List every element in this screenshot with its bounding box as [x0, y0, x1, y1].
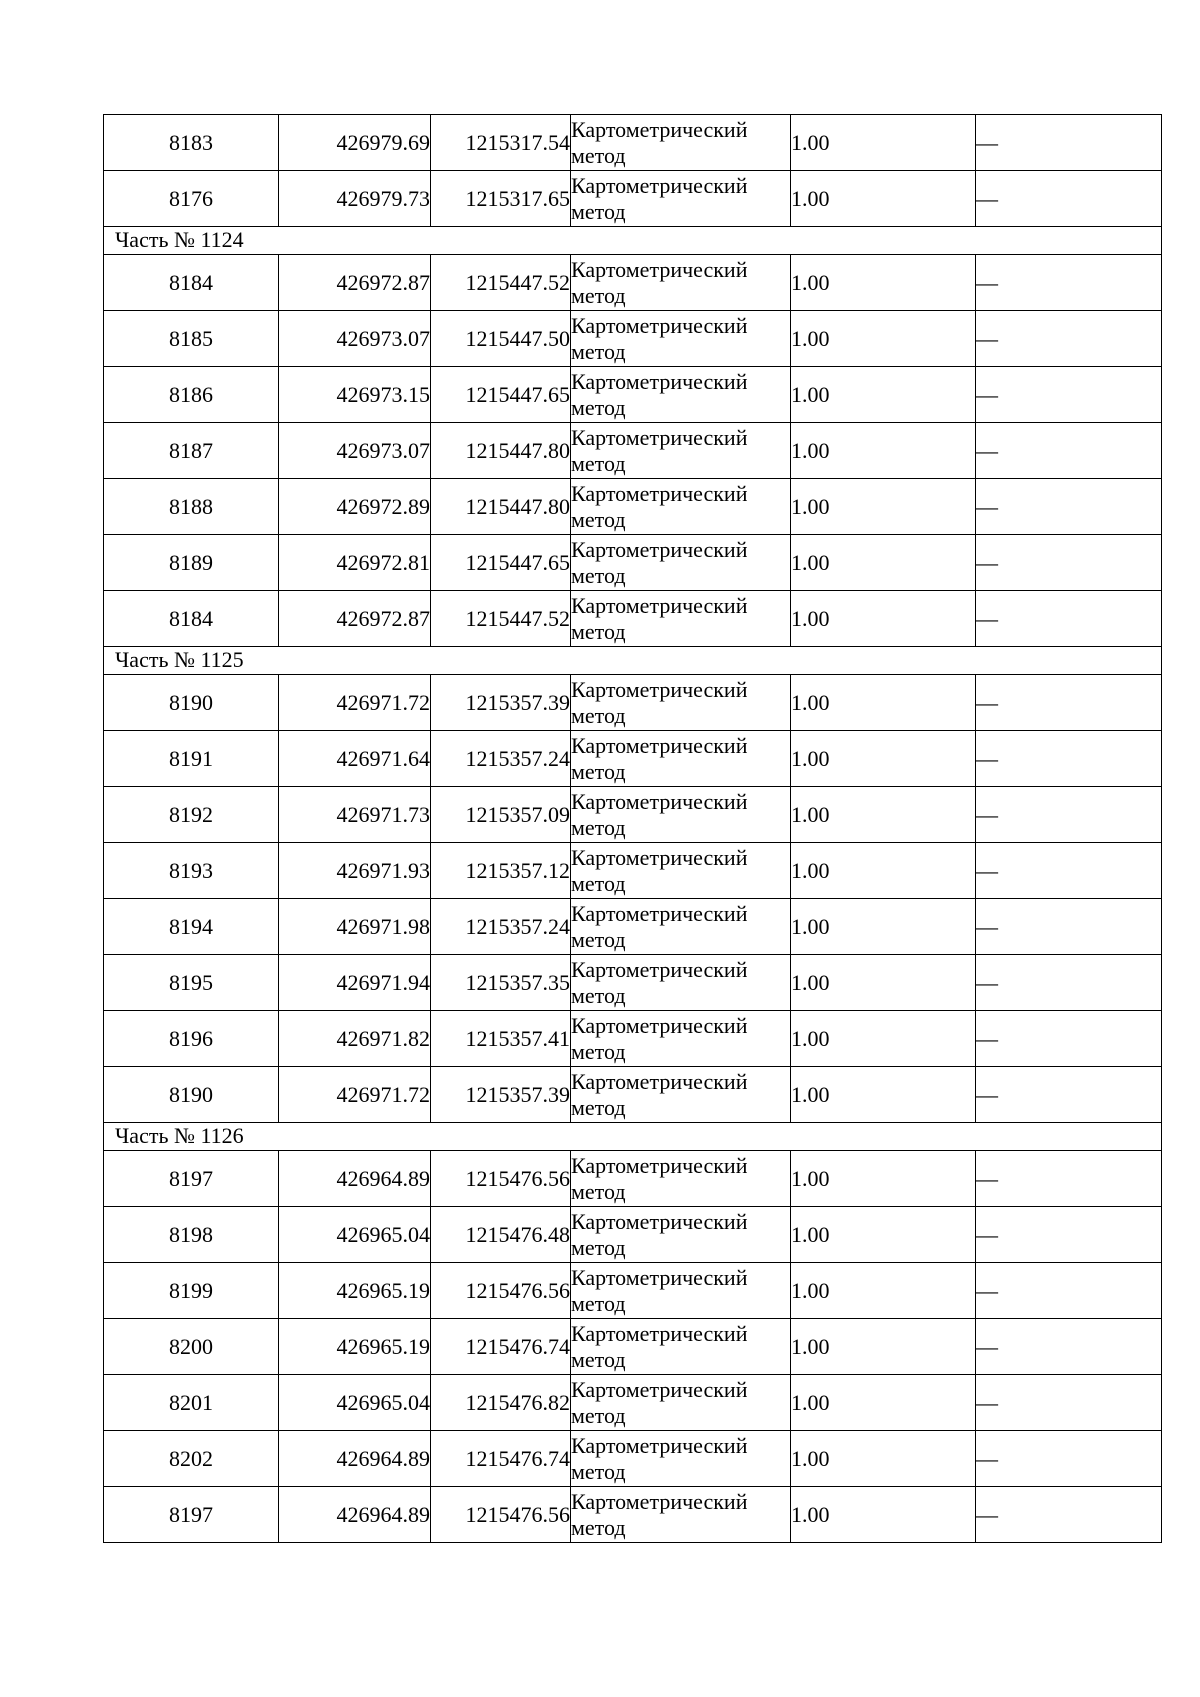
accuracy-cell: 1.00 [791, 535, 976, 591]
y-coordinate-cell: 1215357.39 [431, 1067, 571, 1123]
method-line-2: метод [571, 1094, 626, 1120]
method-line-2: метод [571, 1458, 626, 1484]
method-line-1: Картометрический [571, 369, 748, 395]
point-number-cell: 8185 [104, 311, 279, 367]
method-cell [571, 115, 791, 171]
y-coordinate-cell: 1215357.24 [431, 899, 571, 955]
point-number-cell: 8183 [104, 115, 279, 171]
table-row [104, 255, 1162, 311]
table-row [104, 1319, 1162, 1375]
table-row [104, 1207, 1162, 1263]
method-line-2: метод [571, 758, 626, 784]
table-row [104, 1067, 1162, 1123]
x-coordinate-cell: 426979.69 [279, 115, 431, 171]
accuracy-cell: 1.00 [791, 1011, 976, 1067]
description-cell: — [976, 1487, 1162, 1543]
y-coordinate-cell: 1215357.39 [431, 675, 571, 731]
method-line-2: метод [571, 450, 626, 476]
accuracy-cell: 1.00 [791, 1319, 976, 1375]
method-line-1: Картометрический [571, 733, 748, 759]
method-line-2: метод [571, 282, 626, 308]
method-cell [571, 591, 791, 647]
method-cell [571, 479, 791, 535]
method-line-2: метод [571, 618, 626, 644]
point-number-cell: 8195 [104, 955, 279, 1011]
point-number-cell: 8190 [104, 1067, 279, 1123]
point-number-cell: 8189 [104, 535, 279, 591]
table-row [104, 1431, 1162, 1487]
accuracy-cell: 1.00 [791, 591, 976, 647]
accuracy-cell: 1.00 [791, 899, 976, 955]
section-header-row [104, 227, 1162, 255]
accuracy-cell: 1.00 [791, 731, 976, 787]
method-cell [571, 1487, 791, 1543]
method-cell [571, 1319, 791, 1375]
method-line-2: метод [571, 1234, 626, 1260]
method-line-2: метод [571, 926, 626, 952]
accuracy-cell: 1.00 [791, 1487, 976, 1543]
method-cell [571, 787, 791, 843]
point-number-cell: 8197 [104, 1151, 279, 1207]
method-line-1: Картометрический [571, 789, 748, 815]
method-line-2: метод [571, 982, 626, 1008]
x-coordinate-cell: 426965.19 [279, 1263, 431, 1319]
table-row [104, 479, 1162, 535]
method-cell [571, 899, 791, 955]
method-cell [571, 255, 791, 311]
table-row [104, 115, 1162, 171]
method-line-1: Картометрический [571, 845, 748, 871]
accuracy-cell: 1.00 [791, 1067, 976, 1123]
y-coordinate-cell: 1215447.80 [431, 423, 571, 479]
method-line-1: Картометрический [571, 1069, 748, 1095]
method-cell [571, 1067, 791, 1123]
description-cell: — [976, 535, 1162, 591]
table-row [104, 787, 1162, 843]
description-cell: — [976, 1151, 1162, 1207]
method-cell [571, 423, 791, 479]
method-line-1: Картометрический [571, 1377, 748, 1403]
y-coordinate-cell: 1215476.74 [431, 1319, 571, 1375]
table-row [104, 1375, 1162, 1431]
accuracy-cell: 1.00 [791, 115, 976, 171]
method-line-1: Картометрический [571, 901, 748, 927]
y-coordinate-cell: 1215476.56 [431, 1263, 571, 1319]
x-coordinate-cell: 426973.07 [279, 423, 431, 479]
description-cell: — [976, 115, 1162, 171]
x-coordinate-cell: 426973.15 [279, 367, 431, 423]
point-number-cell: 8194 [104, 899, 279, 955]
description-cell: — [976, 675, 1162, 731]
method-line-1: Картометрический [571, 593, 748, 619]
x-coordinate-cell: 426972.87 [279, 255, 431, 311]
x-coordinate-cell: 426972.81 [279, 535, 431, 591]
section-label: Часть № 1125 [104, 647, 1162, 675]
method-cell [571, 1431, 791, 1487]
x-coordinate-cell: 426971.98 [279, 899, 431, 955]
method-line-1: Картометрический [571, 957, 748, 983]
method-line-2: метод [571, 870, 626, 896]
y-coordinate-cell: 1215447.80 [431, 479, 571, 535]
method-line-1: Картометрический [571, 1321, 748, 1347]
method-line-2: метод [571, 338, 626, 364]
table-row [104, 1487, 1162, 1543]
description-cell: — [976, 171, 1162, 227]
x-coordinate-cell: 426971.73 [279, 787, 431, 843]
method-line-1: Картометрический [571, 1013, 748, 1039]
section-header-row [104, 647, 1162, 675]
accuracy-cell: 1.00 [791, 675, 976, 731]
method-cell [571, 367, 791, 423]
method-cell [571, 1011, 791, 1067]
point-number-cell: 8188 [104, 479, 279, 535]
description-cell: — [976, 1207, 1162, 1263]
method-cell [571, 311, 791, 367]
description-cell: — [976, 1011, 1162, 1067]
description-cell: — [976, 955, 1162, 1011]
y-coordinate-cell: 1215447.50 [431, 311, 571, 367]
table-row [104, 899, 1162, 955]
method-line-2: метод [571, 1290, 626, 1316]
table-row [104, 591, 1162, 647]
y-coordinate-cell: 1215476.74 [431, 1431, 571, 1487]
x-coordinate-cell: 426971.94 [279, 955, 431, 1011]
method-line-1: Картометрический [571, 1209, 748, 1235]
x-coordinate-cell: 426965.04 [279, 1207, 431, 1263]
method-line-2: метод [571, 198, 626, 224]
table-row [104, 423, 1162, 479]
x-coordinate-cell: 426971.82 [279, 1011, 431, 1067]
table-row [104, 367, 1162, 423]
point-number-cell: 8199 [104, 1263, 279, 1319]
y-coordinate-cell: 1215447.52 [431, 591, 571, 647]
table-row [104, 955, 1162, 1011]
point-number-cell: 8198 [104, 1207, 279, 1263]
description-cell: — [976, 1263, 1162, 1319]
x-coordinate-cell: 426964.89 [279, 1431, 431, 1487]
x-coordinate-cell: 426971.64 [279, 731, 431, 787]
x-coordinate-cell: 426979.73 [279, 171, 431, 227]
point-number-cell: 8200 [104, 1319, 279, 1375]
y-coordinate-cell: 1215447.65 [431, 535, 571, 591]
accuracy-cell: 1.00 [791, 1207, 976, 1263]
point-number-cell: 8201 [104, 1375, 279, 1431]
x-coordinate-cell: 426972.89 [279, 479, 431, 535]
y-coordinate-cell: 1215357.09 [431, 787, 571, 843]
method-line-1: Картометрический [571, 313, 748, 339]
coordinates-table-body [104, 115, 1162, 1543]
method-line-2: метод [571, 394, 626, 420]
description-cell: — [976, 731, 1162, 787]
point-number-cell: 8187 [104, 423, 279, 479]
y-coordinate-cell: 1215357.35 [431, 955, 571, 1011]
point-number-cell: 8184 [104, 255, 279, 311]
description-cell: — [976, 479, 1162, 535]
point-number-cell: 8186 [104, 367, 279, 423]
table-row [104, 311, 1162, 367]
y-coordinate-cell: 1215476.48 [431, 1207, 571, 1263]
method-line-2: метод [571, 1514, 626, 1540]
table-row [104, 1011, 1162, 1067]
coordinates-table [103, 114, 1162, 1543]
method-line-2: метод [571, 506, 626, 532]
y-coordinate-cell: 1215357.12 [431, 843, 571, 899]
point-number-cell: 8197 [104, 1487, 279, 1543]
point-number-cell: 8191 [104, 731, 279, 787]
accuracy-cell: 1.00 [791, 843, 976, 899]
table-row [104, 1263, 1162, 1319]
x-coordinate-cell: 426972.87 [279, 591, 431, 647]
description-cell: — [976, 1375, 1162, 1431]
x-coordinate-cell: 426965.04 [279, 1375, 431, 1431]
method-cell [571, 1375, 791, 1431]
x-coordinate-cell: 426964.89 [279, 1487, 431, 1543]
method-cell [571, 731, 791, 787]
y-coordinate-cell: 1215476.56 [431, 1151, 571, 1207]
section-label: Часть № 1126 [104, 1123, 1162, 1151]
method-line-2: метод [571, 1346, 626, 1372]
method-line-1: Картометрический [571, 1265, 748, 1291]
description-cell: — [976, 255, 1162, 311]
y-coordinate-cell: 1215357.41 [431, 1011, 571, 1067]
table-row [104, 1151, 1162, 1207]
accuracy-cell: 1.00 [791, 955, 976, 1011]
method-line-1: Картометрический [571, 1153, 748, 1179]
accuracy-cell: 1.00 [791, 171, 976, 227]
description-cell: — [976, 591, 1162, 647]
description-cell: — [976, 787, 1162, 843]
description-cell: — [976, 423, 1162, 479]
method-line-1: Картометрический [571, 257, 748, 283]
method-line-1: Картометрический [571, 117, 748, 143]
method-cell [571, 1207, 791, 1263]
accuracy-cell: 1.00 [791, 1151, 976, 1207]
x-coordinate-cell: 426971.72 [279, 1067, 431, 1123]
accuracy-cell: 1.00 [791, 367, 976, 423]
method-cell [571, 171, 791, 227]
accuracy-cell: 1.00 [791, 1375, 976, 1431]
point-number-cell: 8196 [104, 1011, 279, 1067]
method-cell [571, 955, 791, 1011]
table-row [104, 731, 1162, 787]
accuracy-cell: 1.00 [791, 423, 976, 479]
method-line-1: Картометрический [571, 1489, 748, 1515]
description-cell: — [976, 843, 1162, 899]
method-line-1: Картометрический [571, 677, 748, 703]
accuracy-cell: 1.00 [791, 479, 976, 535]
y-coordinate-cell: 1215317.54 [431, 115, 571, 171]
table-row [104, 535, 1162, 591]
point-number-cell: 8176 [104, 171, 279, 227]
point-number-cell: 8192 [104, 787, 279, 843]
method-line-1: Картометрический [571, 537, 748, 563]
method-line-1: Картометрический [571, 425, 748, 451]
accuracy-cell: 1.00 [791, 1431, 976, 1487]
method-line-1: Картометрический [571, 481, 748, 507]
method-cell [571, 535, 791, 591]
method-line-2: метод [571, 1178, 626, 1204]
method-cell [571, 1151, 791, 1207]
x-coordinate-cell: 426971.93 [279, 843, 431, 899]
accuracy-cell: 1.00 [791, 255, 976, 311]
table-row [104, 843, 1162, 899]
section-header-row [104, 1123, 1162, 1151]
method-cell [571, 1263, 791, 1319]
description-cell: — [976, 367, 1162, 423]
method-line-2: метод [571, 1038, 626, 1064]
point-number-cell: 8184 [104, 591, 279, 647]
method-line-2: метод [571, 562, 626, 588]
description-cell: — [976, 1067, 1162, 1123]
table-row [104, 171, 1162, 227]
x-coordinate-cell: 426973.07 [279, 311, 431, 367]
method-line-2: метод [571, 1402, 626, 1428]
point-number-cell: 8193 [104, 843, 279, 899]
accuracy-cell: 1.00 [791, 311, 976, 367]
method-line-1: Картометрический [571, 173, 748, 199]
point-number-cell: 8202 [104, 1431, 279, 1487]
description-cell: — [976, 1431, 1162, 1487]
y-coordinate-cell: 1215476.82 [431, 1375, 571, 1431]
x-coordinate-cell: 426965.19 [279, 1319, 431, 1375]
method-line-2: метод [571, 702, 626, 728]
description-cell: — [976, 1319, 1162, 1375]
y-coordinate-cell: 1215447.65 [431, 367, 571, 423]
method-line-2: метод [571, 814, 626, 840]
point-number-cell: 8190 [104, 675, 279, 731]
accuracy-cell: 1.00 [791, 1263, 976, 1319]
y-coordinate-cell: 1215317.65 [431, 171, 571, 227]
method-cell [571, 843, 791, 899]
table-row [104, 675, 1162, 731]
accuracy-cell: 1.00 [791, 787, 976, 843]
y-coordinate-cell: 1215447.52 [431, 255, 571, 311]
method-line-2: метод [571, 142, 626, 168]
description-cell: — [976, 311, 1162, 367]
y-coordinate-cell: 1215476.56 [431, 1487, 571, 1543]
method-cell [571, 675, 791, 731]
description-cell: — [976, 899, 1162, 955]
method-line-1: Картометрический [571, 1433, 748, 1459]
x-coordinate-cell: 426964.89 [279, 1151, 431, 1207]
y-coordinate-cell: 1215357.24 [431, 731, 571, 787]
x-coordinate-cell: 426971.72 [279, 675, 431, 731]
section-label: Часть № 1124 [104, 227, 1162, 255]
